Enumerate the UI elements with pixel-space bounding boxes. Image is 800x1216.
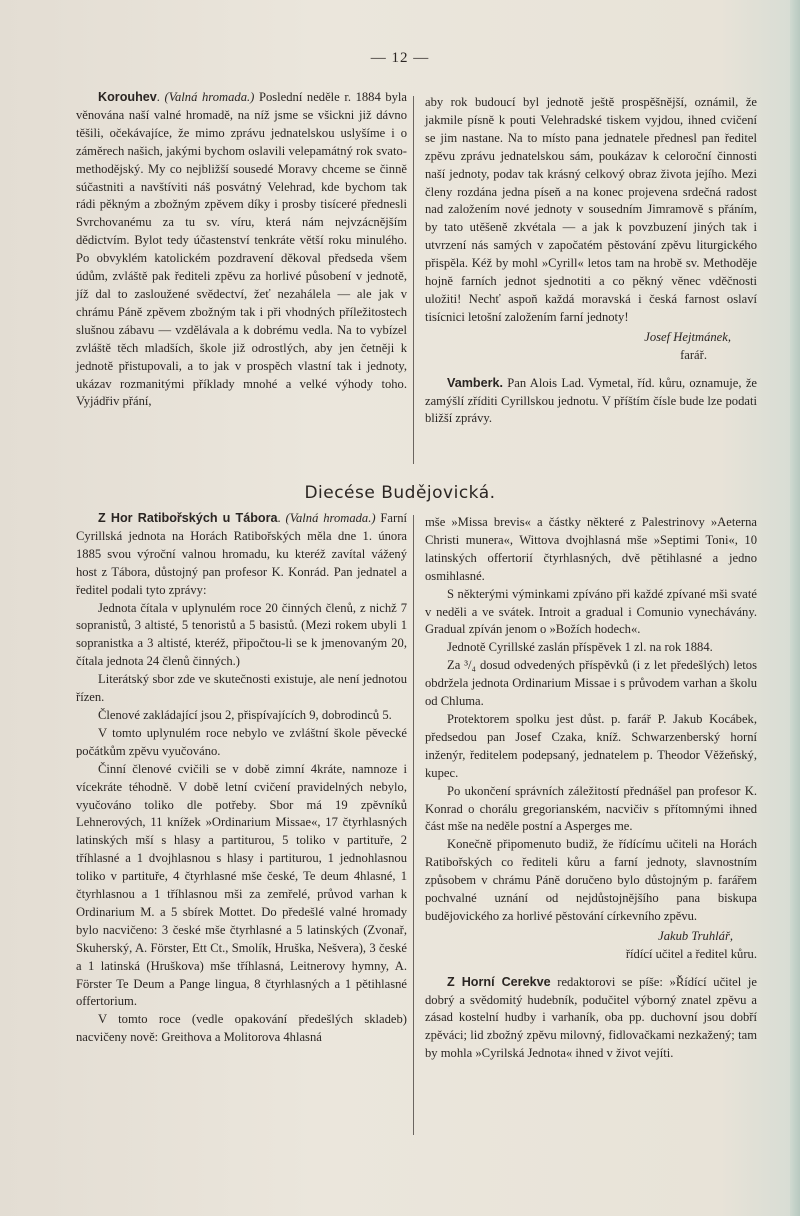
page-edge [790,0,800,1216]
article-lead: Vamberk. [447,375,504,390]
article-lead: Z Horní Cerekve [447,974,551,989]
paragraph: Jednotě Cyrillské zaslán příspěvek 1 zl. na rok 1884. [447,640,713,655]
column-divider [413,96,414,464]
paragraph: mše »Missa brevis« a částky některé z Palestrinovy »Aeterna Christi munera«, Wittova dvojhlasná mše »Septimi Toni«, 10 latinských offertorií čtyrhlasných, dvě pětihlasné a jedno osmihlasné. [425,515,757,583]
article-text: Farní Cyrillská jednota na Horách Ratibořských měla dne 1. února 1885 svou výroční valnou hromadu, ku kteréž zavítal vážený host z Tábora, důstojný pan profesor K. Konrád. Pan jednatel a ředitel podali tyto zprávy: [76,511,407,597]
paragraph: V tomto uplynulém roce nebylo ve zvláštní škole pěvecké počátkům zpěvu vyučováno. [76,725,407,758]
signature [425,329,757,365]
paragraph: Jednota čítala v uplynulém roce 20 činných členů, z nichž 7 sopranistů, 3 altisté, 5 tenoristů a 5 basistů. (Mezi rokem ubyli 1 sopranistka a 3 altisté, kteréž, připočtou-li se k jmenovaným 20, čítala jednota 24 členů činných.) [76,600,407,669]
signature-role: řídící učitel a ředitel kůru. [625,946,757,961]
page-number: — 12 — [370,50,430,66]
article-horni-cerekve [425,974,757,1064]
signature-role: farář. [680,347,707,362]
article-subtitle: (Valná hromada.) [164,90,255,104]
column-bottom-left [76,510,407,1047]
section-heading: Diecése Budějovická. [304,483,496,503]
signature-name: Josef Hejtmánek, [644,329,731,344]
paragraph: Členové zakládající jsou 2, přispívajících 9, dobrodinců 5. [98,707,392,722]
paragraph: Konečně připomenuto budiž, že řídícímu učiteli na Horách Ratibořských co řediteli kůru a farní jednoty, slavnostním způsobem v chrámu Páně doručeno bylo důstojným p. farářem pochvalné uznání od nejdůstojnějšího pana biskupa budějovického za horlivé pěstování církevního zpěvu. [425,837,757,923]
paragraph: Za ³/₄ dosud odvedených příspěvků (i z let předešlých) letos obdržela jednota Ordinarium Missae i s průvodem varhan a školu od Chluma. [425,658,757,709]
article-subtitle: (Valná hromada.) [285,511,376,525]
paragraph: V tomto roce (vedle opakování předešlých skladeb) nacvičeny nově: Greithova a Molitorova 4hlasná [76,1012,407,1045]
article-korouhev: Korouhev. (Valná hromada.) Poslední neděle r. 1884 byla věnována naší valné hromadě, na níž jsme se všickni již dávno těšili, očekávajíce, že mimo zprávu jednatelskou uslyšíme i o záměrech našich, jakými bychom oslavili velepamátný rok svato-methodějský. My co nejbližší sousedé Moravy chceme se činně súčastniti a navštíviti náš posvátný Velehrad, kde bychom tak rádi pěkným a zbožným zpěvem díky i prosby tisíceré přednesli Svrchovanému za tu sv. víru, která nám nejvzácnějším dědictvím. Bylot tedy účastenství tenkráte větší roku minulého. Po obvyklém katolickém pozdravení děkoval předseda všem údům, zvláště pak řediteli zpěvu za horlivé působení v jednotě, jíž dal to zasloužené svědectví, žeť nezahálela — ale jak v chrámu Páně zpěvem zbožným tak i při vhodných příležitostech slušnou zábavu — vzdělávala a k dobrému vedla. Na to vybízel zvláště těch mladších, škole již odrostlých, aby jen četněji k jednotě přistupovali, a to jak v prospěch vlastní tak i jednoty, ukázav rozmanitými příklady mnohé a velké výhody toho. Vyjádřiv přání, [76,90,408,409]
article-continuation: aby rok budoucí byl jednotě ještě prospěšnější, oznámil, že jakmile písně k pouti Velehradské tiskem vyjdou, ihned cvičení se jim nastane. Na to místo pana jednatele přednesl pan ředitel zpěvu zprávu jednatelskou sám, poukázav k celoroční činnosti naší jednoty, podav tak krásný celkový obraz života jejího. Mezi členy rozdána jedna píseň a na konec projevena srdečná radost nad založením nové jednoty v sousedním Jimramově s přáním, by tato utěšeně zkvétala — a jak k povzbuzení jiných tak i utvrzení nás samých v započatém pěstování zpěvu liturgického přispěla. Kéž by mohl »Cyrill« letos tam na hrobě sv. Methoděje hojně farních jednot sjednotiti a co pěkný věnec vděčnosti uložiti! Nechť aspoň každá moravská i česká farnost oslaví tisícnici letošní založením farní jednoty! [425,95,757,324]
paragraph: Činní členové cvičili se v době zimní 4kráte, namnoze i vícekráte téhodně. V době letní cvičení pravidelných nebylo, vyučováno toliko dle potřeby. Sbor má 19 zpěvníků Lehnerových, 11 knížek »Ordinarium Missae«, 17 čtyrhlasných latinských mší s hlasy a partiturou, 5 toliko v partituře, 2 tříhlasné a 1 dvojhlasnou s hlasy i partiturou, 1 jednohlasnou toliko v partituře, 4 čtyrhlasné mše české, Te deum 4hlasné, 1 čtyrhlasnou a 1 tříhlasnou mši za zemřelé, průvod varhan k Ordinarium M. a 5 sbírek Mottet. Do předešlé valné hromady bylo nacvičeno: 3 české mše čtyrhlasné a 5 latinských (Zvonař, Skuherský, A. Förster, Ett Ct., Smolík, Hruška, Nešvera), 3 české a 1 latinská (Hruškova) mše tříhlasná, Leitnerovy hymny, A. Förster Te Deum a Pange lingua, 8 čtyrhlasných a 1 pětihlasné offertorium. [76,761,407,1009]
article-vamberk [425,375,757,429]
column-divider [413,515,414,1135]
signature-name: Jakub Truhlář, [658,928,733,943]
column-top-left [76,89,407,411]
article-text: Pan Alois Lad. Vymetal, říd. kůru, oznamuje, že zamýšlí zříditi Cyrillskou jednotu. V příštím čísle bude lze podati bližší zprávy. [425,375,757,426]
article-text: Poslední neděle r. 1884 byla věnována naší valné hromadě, na níž jsme se všickni již dávno těšili, očekávajíce, že mimo zprávu jednatelskou uslyšíme i o záměrech našich, jakými bychom oslavili velepamátný rok svato-methodějský. My co nejbližší sousedé Moravy chceme se činně súčastniti a navštíviti náš posvátný Velehrad, kde bychom tak rádi pěkným a zbožným zpěvem díky i prosby tisíceré přednesli Svrchovanému za tu sv. víru, která nám nejvzácnějším dědictvím. Bylot tedy účastenství tenkráte větší roku minulého. Po obvyklém katolickém pozdravení děkoval předseda všem údům, zvláště pak řediteli zpěvu za horlivé působení v jednotě, jíž dal to zasloužené svědectví, žeť nezahálela — ale jak v chrámu Páně zpěvem zbožným tak i při vhodných příležitostech slušnou zábavu — vzdělávala a k dobrému vedla. Na to vybízel zvláště těch mladších, škole již odrostlých, aby jen četněji k jednotě přistupovali, a to jak v prospěch vlastní tak i jednoty, ukázav rozmanitými příklady mnohé a velké výhody toho. Vyjádřiv přání, [76,90,408,409]
article-lead: Korouhev [98,90,157,104]
column-top-right [425,94,757,428]
paragraph: Literátský sbor zde ve skutečnosti existuje, ale není jednotou řízen. [76,672,407,705]
paragraph: S některými výminkami zpíváno při každé zpívané mši svaté v neděli a ve svátek. Introit a gradual i Comunio vynechávány. Gradual zpíván jenom o »Božích hodech«. [425,586,757,637]
paragraph: Po ukončení správních záležitostí přednášel pan profesor K. Konrad o chorálu gregorianském, nacvičiv s přítomnými ihned část mše na neděle postní a Asperges me. [425,783,757,834]
signature [425,928,757,964]
paragraph: Protektorem spolku jest důst. p. farář P. Jakub Kocábek, předsedou pan Josef Czaka, kníž. Schwarzenberský horní inženýr, ředitelem podepsaný, jednatelem p. Theodor Věžeňský, kupec. [425,711,757,780]
article-text: redaktorovi se píše: »Řídící učitel je dobrý a svědomitý hudebník, podučitel výborný znatel zpěvu a zásad kostelní hudby i varhaník, oba pp. duchovní jsou dobří zpěváci; lid zbožný zpěvu milovný, fidlovačkami nezkažený; tam by mohla »Cyrilská Jednota« ihned v život vejíti. [425,974,757,1061]
article-lead: Z Hor Ratibořských u Tábora [98,511,278,525]
column-bottom-right [425,514,757,1063]
article-hory-ratiborske: Z Hor Ratibořských u Tábora. (Valná hromada.) Farní Cyrillská jednota na Horách Ratibořských měla dne 1. února 1885 svou výroční valnou hromadu, ku kteréž zavítal vážený host z Tábora, důstojný pan profesor K. Konrád. Pan jednatel a ředitel podali tyto zprávy: [76,511,407,597]
